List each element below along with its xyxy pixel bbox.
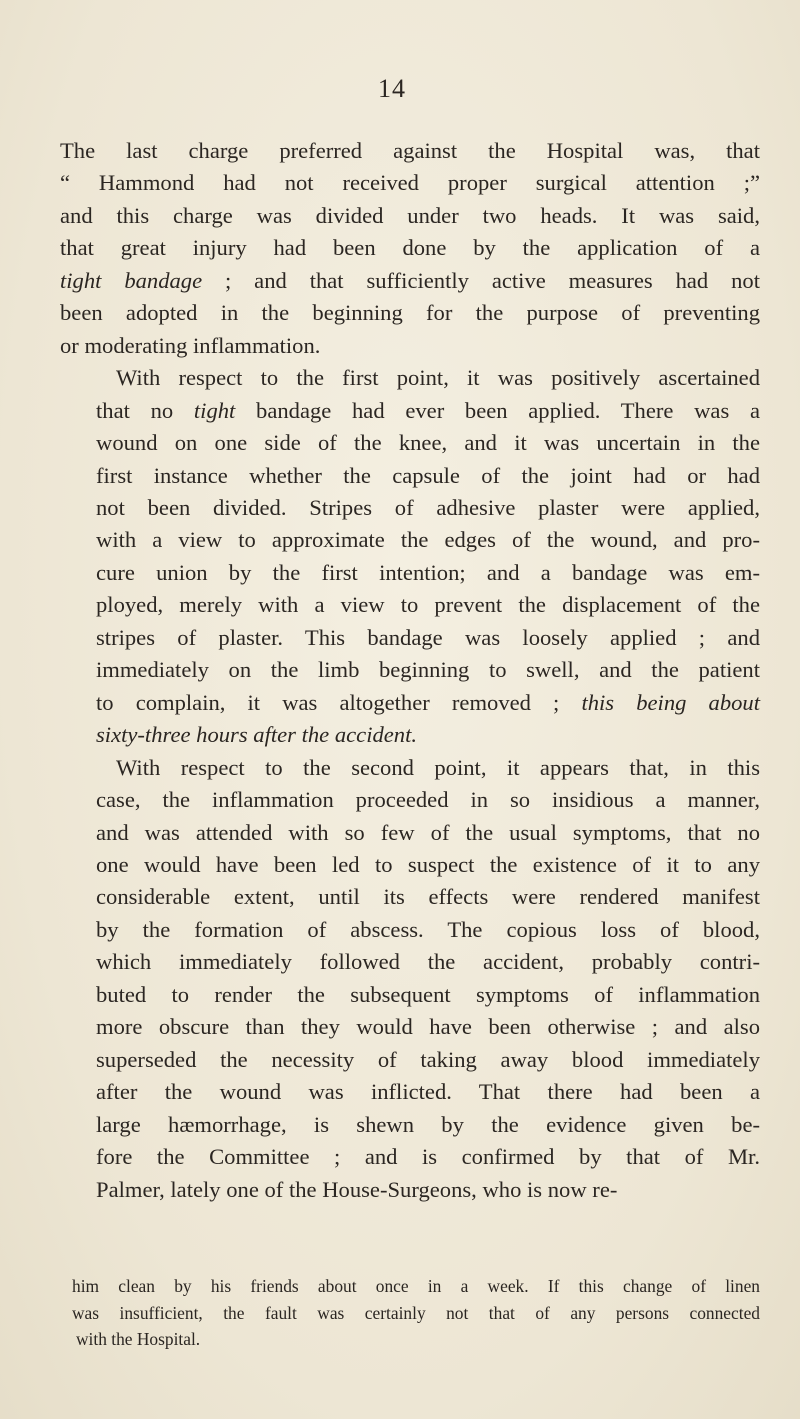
text-line xyxy=(60,395,760,427)
text-line xyxy=(60,1141,760,1173)
text-line xyxy=(60,719,760,751)
text-run: With respect to the second point, it appears that, in this xyxy=(116,754,760,780)
text-line xyxy=(60,362,760,394)
text-line xyxy=(60,167,760,199)
body-text xyxy=(60,135,760,1206)
paragraph xyxy=(60,362,760,751)
text-run: that no xyxy=(96,397,194,423)
text-run: or moderating inflammation. xyxy=(60,332,321,358)
text-line xyxy=(60,622,760,654)
italic-text: tight xyxy=(193,397,236,423)
text-line xyxy=(60,524,760,556)
text-line xyxy=(60,784,760,816)
text-line xyxy=(60,589,760,621)
text-line xyxy=(60,654,760,686)
page-number: 14 xyxy=(378,74,406,103)
text-run: ; and that sufficiently active measures had not xyxy=(202,267,760,293)
text-run: fore the Committee ; and is confirmed by that of Mr. xyxy=(96,1144,760,1170)
text-run: cure union by the first intention; and a bandage was em- xyxy=(96,559,760,585)
text-run: not been divided. Stripes of adhesive plaster were applied, xyxy=(96,494,760,520)
text-line xyxy=(60,914,760,946)
text-run: superseded the necessity of taking away blood immediately xyxy=(96,1046,760,1072)
text-line xyxy=(60,460,760,492)
text-line xyxy=(60,687,760,719)
text-run: which immediately followed the accident, probably contri- xyxy=(96,949,760,975)
text-line xyxy=(60,557,760,589)
text-line xyxy=(60,1044,760,1076)
text-line xyxy=(60,946,760,978)
footnote xyxy=(72,1273,760,1353)
text-line xyxy=(60,1109,760,1141)
text-run: immediately on the limb beginning to swell, and the patient xyxy=(96,657,760,683)
text-line xyxy=(60,752,760,784)
text-run: that great injury had been done by the application of a xyxy=(60,235,760,261)
text-line xyxy=(60,135,760,167)
text-run: buted to render the subsequent symptoms of inflammation xyxy=(96,981,760,1007)
text-run: and was attended with so few of the usual symptoms, that no xyxy=(96,819,760,845)
paragraph xyxy=(60,135,760,362)
text-run: stripes of plaster. This bandage was loosely applied ; and xyxy=(96,624,760,650)
text-run: more obscure than they would have been otherwise ; and also xyxy=(96,1014,760,1040)
text-line xyxy=(60,1076,760,1108)
text-run: “ Hammond had not received proper surgical attention ;” xyxy=(60,170,760,196)
text-run: ployed, merely with a view to prevent the displacement of the xyxy=(96,592,760,618)
text-line xyxy=(60,297,760,329)
text-line xyxy=(60,232,760,264)
text-line xyxy=(60,330,760,362)
italic-text: sixty-three hours after the accident. xyxy=(96,722,418,748)
text-line xyxy=(60,817,760,849)
text-line xyxy=(60,427,760,459)
text-run: to complain, it was altogether removed ; xyxy=(96,689,582,715)
text-line xyxy=(60,1011,760,1043)
text-run: one would have been led to suspect the existence of it to any xyxy=(96,851,760,877)
italic-text: tight bandage xyxy=(60,267,203,293)
text-run: wound on one side of the knee, and it was uncertain in the xyxy=(96,430,760,456)
text-run: first instance whether the capsule of the joint had or had xyxy=(96,462,760,488)
italic-text: this being about xyxy=(581,689,760,715)
text-line xyxy=(60,881,760,913)
text-run: with a view to approximate the edges of the wound, and pro- xyxy=(96,527,760,553)
footnote-line: with the Hospital. xyxy=(76,1329,201,1349)
text-run: considerable extent, until its effects were rendered manifest xyxy=(96,884,760,910)
text-run: been adopted in the beginning for the purpose of preventing xyxy=(60,300,760,326)
footnote-line: was insufficient, the fault was certainly not that of any persons connected xyxy=(72,1302,760,1323)
text-run: after the wound was inflicted. That there had been a xyxy=(96,1079,760,1105)
paragraph xyxy=(60,752,760,1206)
text-run: large hæmorrhage, is shewn by the evidence given be- xyxy=(96,1111,760,1137)
text-line xyxy=(60,265,760,297)
text-run: case, the inflammation proceeded in so insidious a manner, xyxy=(96,787,760,813)
text-run: The last charge preferred against the Hospital was, that xyxy=(60,138,760,163)
text-line xyxy=(60,492,760,524)
text-run: With respect to the first point, it was positively ascertained xyxy=(116,365,760,391)
text-line xyxy=(60,849,760,881)
text-line xyxy=(60,979,760,1011)
text-line xyxy=(60,200,760,232)
text-run: bandage had ever been applied. There was a xyxy=(235,397,760,423)
text-run: and this charge was divided under two heads. It was said, xyxy=(60,202,760,228)
footnote-line: him clean by his friends about once in a week. If this change of linen xyxy=(72,1276,760,1296)
text-run: by the formation of abscess. The copious loss of blood, xyxy=(96,916,760,942)
text-run: Palmer, lately one of the House-Surgeons, who is now re- xyxy=(96,1176,618,1202)
text-line xyxy=(60,1174,760,1206)
